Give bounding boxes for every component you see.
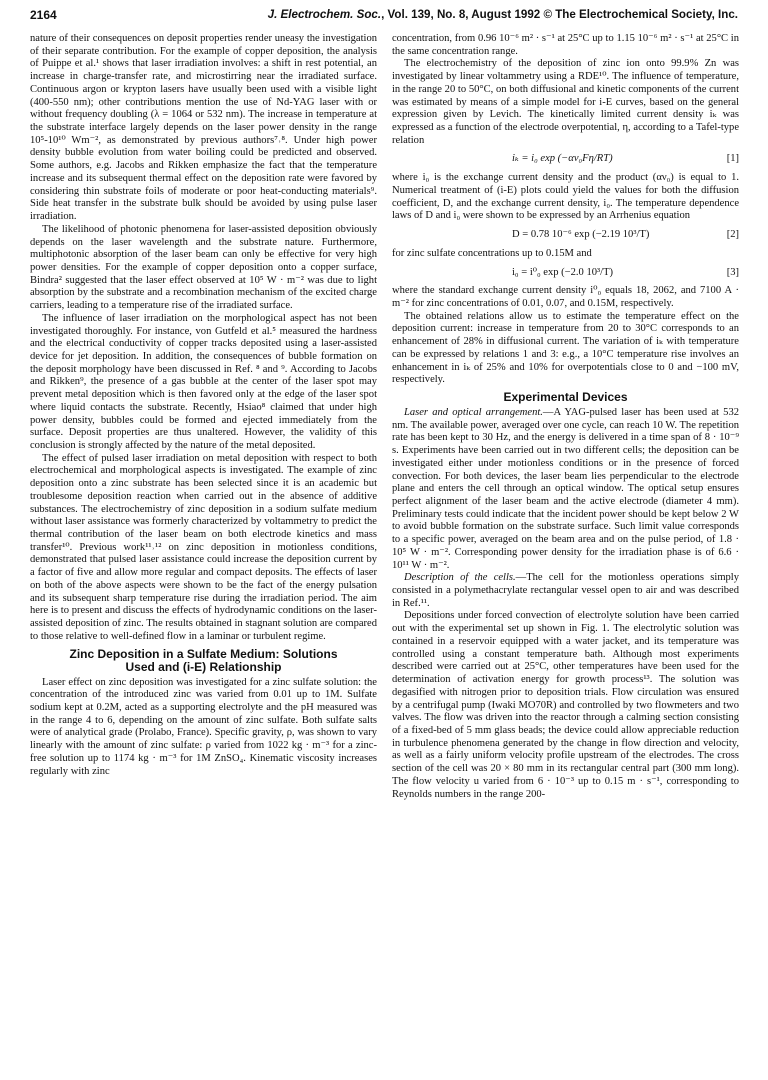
- section-heading: Experimental Devices: [503, 389, 628, 404]
- equation-number: [3]: [726, 266, 739, 278]
- running-header: [30, 4, 738, 24]
- page-number: 2164: [30, 8, 57, 22]
- paragraph: Laser and optical arrangement.—A YAG-pulsed laser has been used at 532 nm. The available power, averaged over one cycle, can reach 10 W. The repetition rate has been kept to 30 Hz, and the energy is delivered in a time span of 8 · 10⁻⁹ s. Experiments have been carried out in two different cells; the deposition can be investigated either under motionless conditions or in the presence of forced convection. For both devices, the laser beam lies perpendicular to the electrode plane and enters the cell through an optical window. The optical setup ensures perfect alignment of the laser beam and the active electrode (diameter 4 mm). Preliminary tests could indicate that the incident power should be kept below 2 W to avoid bubble formation on the substrate surface. Such limit value corresponds to a specific power, averaged on the beam area and on the pulse period, of 1.8 · 10⁵ W · m⁻². Corresponding power density for the irradiation phase is of 6.6 · 10¹¹ W · m⁻².: [392, 406, 739, 571]
- paragraph: The influence of laser irradiation on the morphological aspect has not been investigated thoroughly. For instance, von Gutfeld et al.⁵ measured the hardness and the electrical conductivity of copper tracks deposited using a laser-assisted device for jet deposition. In addition, the consequences of bubble formation on the deposit morphology have been discussed in Ref. ⁸ and ⁹. According to Jacobs and Rikken⁹, the presence of a gas bubble at the center of the laser spot may prevent metal deposition which is then favored only at the edge of the laser spot where liquid contacts the substrate. Recently, Hsiao⁸ claimed that under high power density, bubbles could be formed and ejected immediately from the surface. Deposit properties are thus unaltered. However, the validity of this conclusion is strongly affected by the nature of the metal deposited.: [30, 312, 377, 451]
- paragraph: where i₀ is the exchange current density and the product (αν₀) is equal to 1. Numerical treatment of (i-E) plots could yield the values for both the diffusion coefficient, D, and the exchange current density, i₀. The temperature dependence laws of D and i₀ were shown to be expressed by an Arrhenius equation: [392, 172, 739, 222]
- paragraph: where the standard exchange current density i⁰₀ equals 18, 2062, and 7100 A · m⁻² for zinc concentrations of 0.01, 0.07, and 0.15M, respectively.: [392, 285, 739, 309]
- left-column: [30, 33, 377, 778]
- equation-number: [1]: [726, 153, 739, 165]
- section-heading: Zinc Deposition in a Sulfate Medium: Solutions Used and (i-E) Relationship: [69, 646, 338, 674]
- journal-details: , Vol. 139, No. 8, August 1992 © The Electrochemical Society, Inc.: [381, 8, 738, 21]
- equation-3: [392, 267, 739, 280]
- equation-number: [2]: [726, 229, 739, 241]
- equation-body: iₖ = i₀ exp (−αν₀Fη/RT): [512, 153, 613, 165]
- paragraph: Description of the cells.—The cell for the motionless operations simply consisted in a polymethacrylate rectangular vessel open to air and was described in Ref.¹¹.: [392, 572, 739, 609]
- paragraph: The electrochemistry of the deposition of zinc ion onto 99.9% Zn was investigated by linear voltammetry using a RDE¹⁰. The influence of temperature, in the range 20 to 50°C, on both diffusional and kinetic components of the current was estimated by means of a simple model for i-E curves, based on the general expression given by Levich. The kinetically limited current density iₖ was expressed as a function of the electrode overpotential, η, according to a Tafel-type relation: [392, 58, 739, 146]
- equation-1: [392, 153, 739, 166]
- paragraph: The effect of pulsed laser irradiation on metal deposition with respect to both electrochemical and morphological aspects is investigated. The example of zinc deposition onto a zinc substrate has been selected since it is an academic but troublesome deposition reaction when carried out in the absence of additive substances. The electrochemistry of zinc deposition in a sodium sulfate medium without laser assistance was formerly characterized by voltammetry to predict the thermal contribution of the laser beam on both electrode kinetics and mass transfer¹⁰. Previous work¹¹˒¹² on zinc deposition in motionless conditions, demonstrated that pulsed laser assistance could increase the deposition current by a factor of five and allow more regular and compact deposits. The effects of laser on both of the above aspects were shown to be the fact of the energy pulsation and its subsequent sharp temperature rise during the irradiation period. The aim here is to present and discuss the effects of hydrodynamic conditions on the laser-assisted deposition of zinc. The results obtained in stagnant solution are compared to those relative to well-defined flow in a laminar or turbulent regime.: [30, 452, 377, 642]
- right-column: [392, 33, 739, 801]
- equation-body: D = 0.78 10⁻⁶ exp (−2.19 10³/T): [512, 229, 650, 241]
- paragraph: The obtained relations allow us to estimate the temperature effect on the deposition current: increase in temperature from 20 to 30°C corresponds to an enhancement of 28% in diffusional current. The variation of iₖ with temperature can be expressed by relations 1 and 3: e.g., a 10°C temperature rise involves an enhancement in iₖ of 25% and 10% for overpotentials close to 0 and −100 mV, respectively.: [392, 310, 739, 386]
- paragraph: nature of their consequences on deposit properties render uneasy the investigation of their separate contribution. For the example of copper deposition, the analysis of Puippe et al.¹ shows that laser irradiation involves: a shift in rest potential, an increase in charge-transfer rate, and microstirring near the irradiated surface. Continuous argon or krypton lasers have usually been used with a visible light (400-550 nm); other contributions mention the use of Nd-YAG laser with or without frequency doubling (λ = 1064 or 532 nm). The increase in temperature at the substrate interface largely depends on the laser power density in the range 10⁵-10¹⁰ Wm⁻², as demonstrated by previous authors⁷˒⁸. Under high power density bubble evolution from water boiling could be predicted and observed. Some authors, e.g. Jacobs and Rikken emphasize the fact that the temperature increase and its subsequent thermal effect on the deposition rate were favored by considering thin substrate foils of moderate or poor heat-conducting materials⁹. Side heat transfer in the substrate bulk should be avoided by using pulse laser irradiation.: [30, 33, 377, 223]
- run-in-heading: Description of the cells.: [404, 572, 516, 584]
- paragraph: Laser effect on zinc deposition was investigated for a zinc sulfate solution: the concentration of the introduced zinc was varied from 0.01 up to 1M. Sulfate sodium kept at 0.2M, acted as a supporting electrolyte and the pH measured was in the range 4 to 6, depending on the amount of zinc sulfate. Both sulfate salts were of analytical grade (Prolabo, France). Specific gravity, ρ, was shown to vary linearly with the amount of zinc sulfate: ρ varied from 1022 kg · m⁻³ for a zinc-free solution up to 1174 kg · m⁻³ for 1M ZnSO₄. Kinematic viscosity increases regularly with zinc: [30, 676, 377, 777]
- paragraph: concentration, from 0.96 10⁻⁶ m² · s⁻¹ at 25°C up to 1.15 10⁻⁶ m² · s⁻¹ at 25°C in the same concentration range.: [392, 33, 739, 57]
- journal-citation: [268, 8, 738, 21]
- paragraph: The likelihood of photonic phenomena for laser-assisted deposition obviously depends on the laser wavelength and the substrate nature. Furthermore, multiphotonic absorption of the laser beam can only be effective for very high power densities. For the example of copper deposition onto a copper surface, Bindra² suggested that the laser effect observed at 10⁵ W · m⁻² was due to light absorption by the substrate and a recombination mechanism of the excited charge carriers, leading to a temperature rise of the irradiated surface.: [30, 223, 377, 312]
- paragraph: Depositions under forced convection of electrolyte solution have been carried out with the experimental set up shown in Fig. 1. The electrolytic solution was contained in a reservoir equipped with a water jacket, and its temperature was controlled using a constant temperature bath. Although most experiments described were carried out at 25°C, other temperatures have been used for the determination of activation energy for growth process¹³. The solution was degasified with nitrogen prior to deposition trials. Flow circulation was ensured by a centrifugal pump (Iwaki MO70R) and controlled by two flowmeters and two valves. The flow was driven into the reactor through a calming section consisting of a fixed-bed of 5 mm glass beads; the device could allow appreciable reduction in turbulence phenomena generated by the change in flow direction and velocity, as well as a fairly uniform velocity profile upstream of the electrodes. The cross section of the cell was 20 × 80 mm in its rectangular central part (300 mm long). The flow velocity u varied from 6 · 10⁻³ up to 0.15 m · s⁻¹, corresponding to Reynolds numbers in the range 200-: [392, 610, 739, 800]
- equation-2: [392, 229, 739, 242]
- journal-name: J. Electrochem. Soc.: [267, 8, 382, 21]
- paragraph: for zinc sulfate concentrations up to 0.15M and: [392, 247, 592, 259]
- run-in-heading: Laser and optical arrangement.: [404, 406, 543, 418]
- equation-body: i₀ = i⁰₀ exp (−2.0 10³/T): [512, 266, 614, 278]
